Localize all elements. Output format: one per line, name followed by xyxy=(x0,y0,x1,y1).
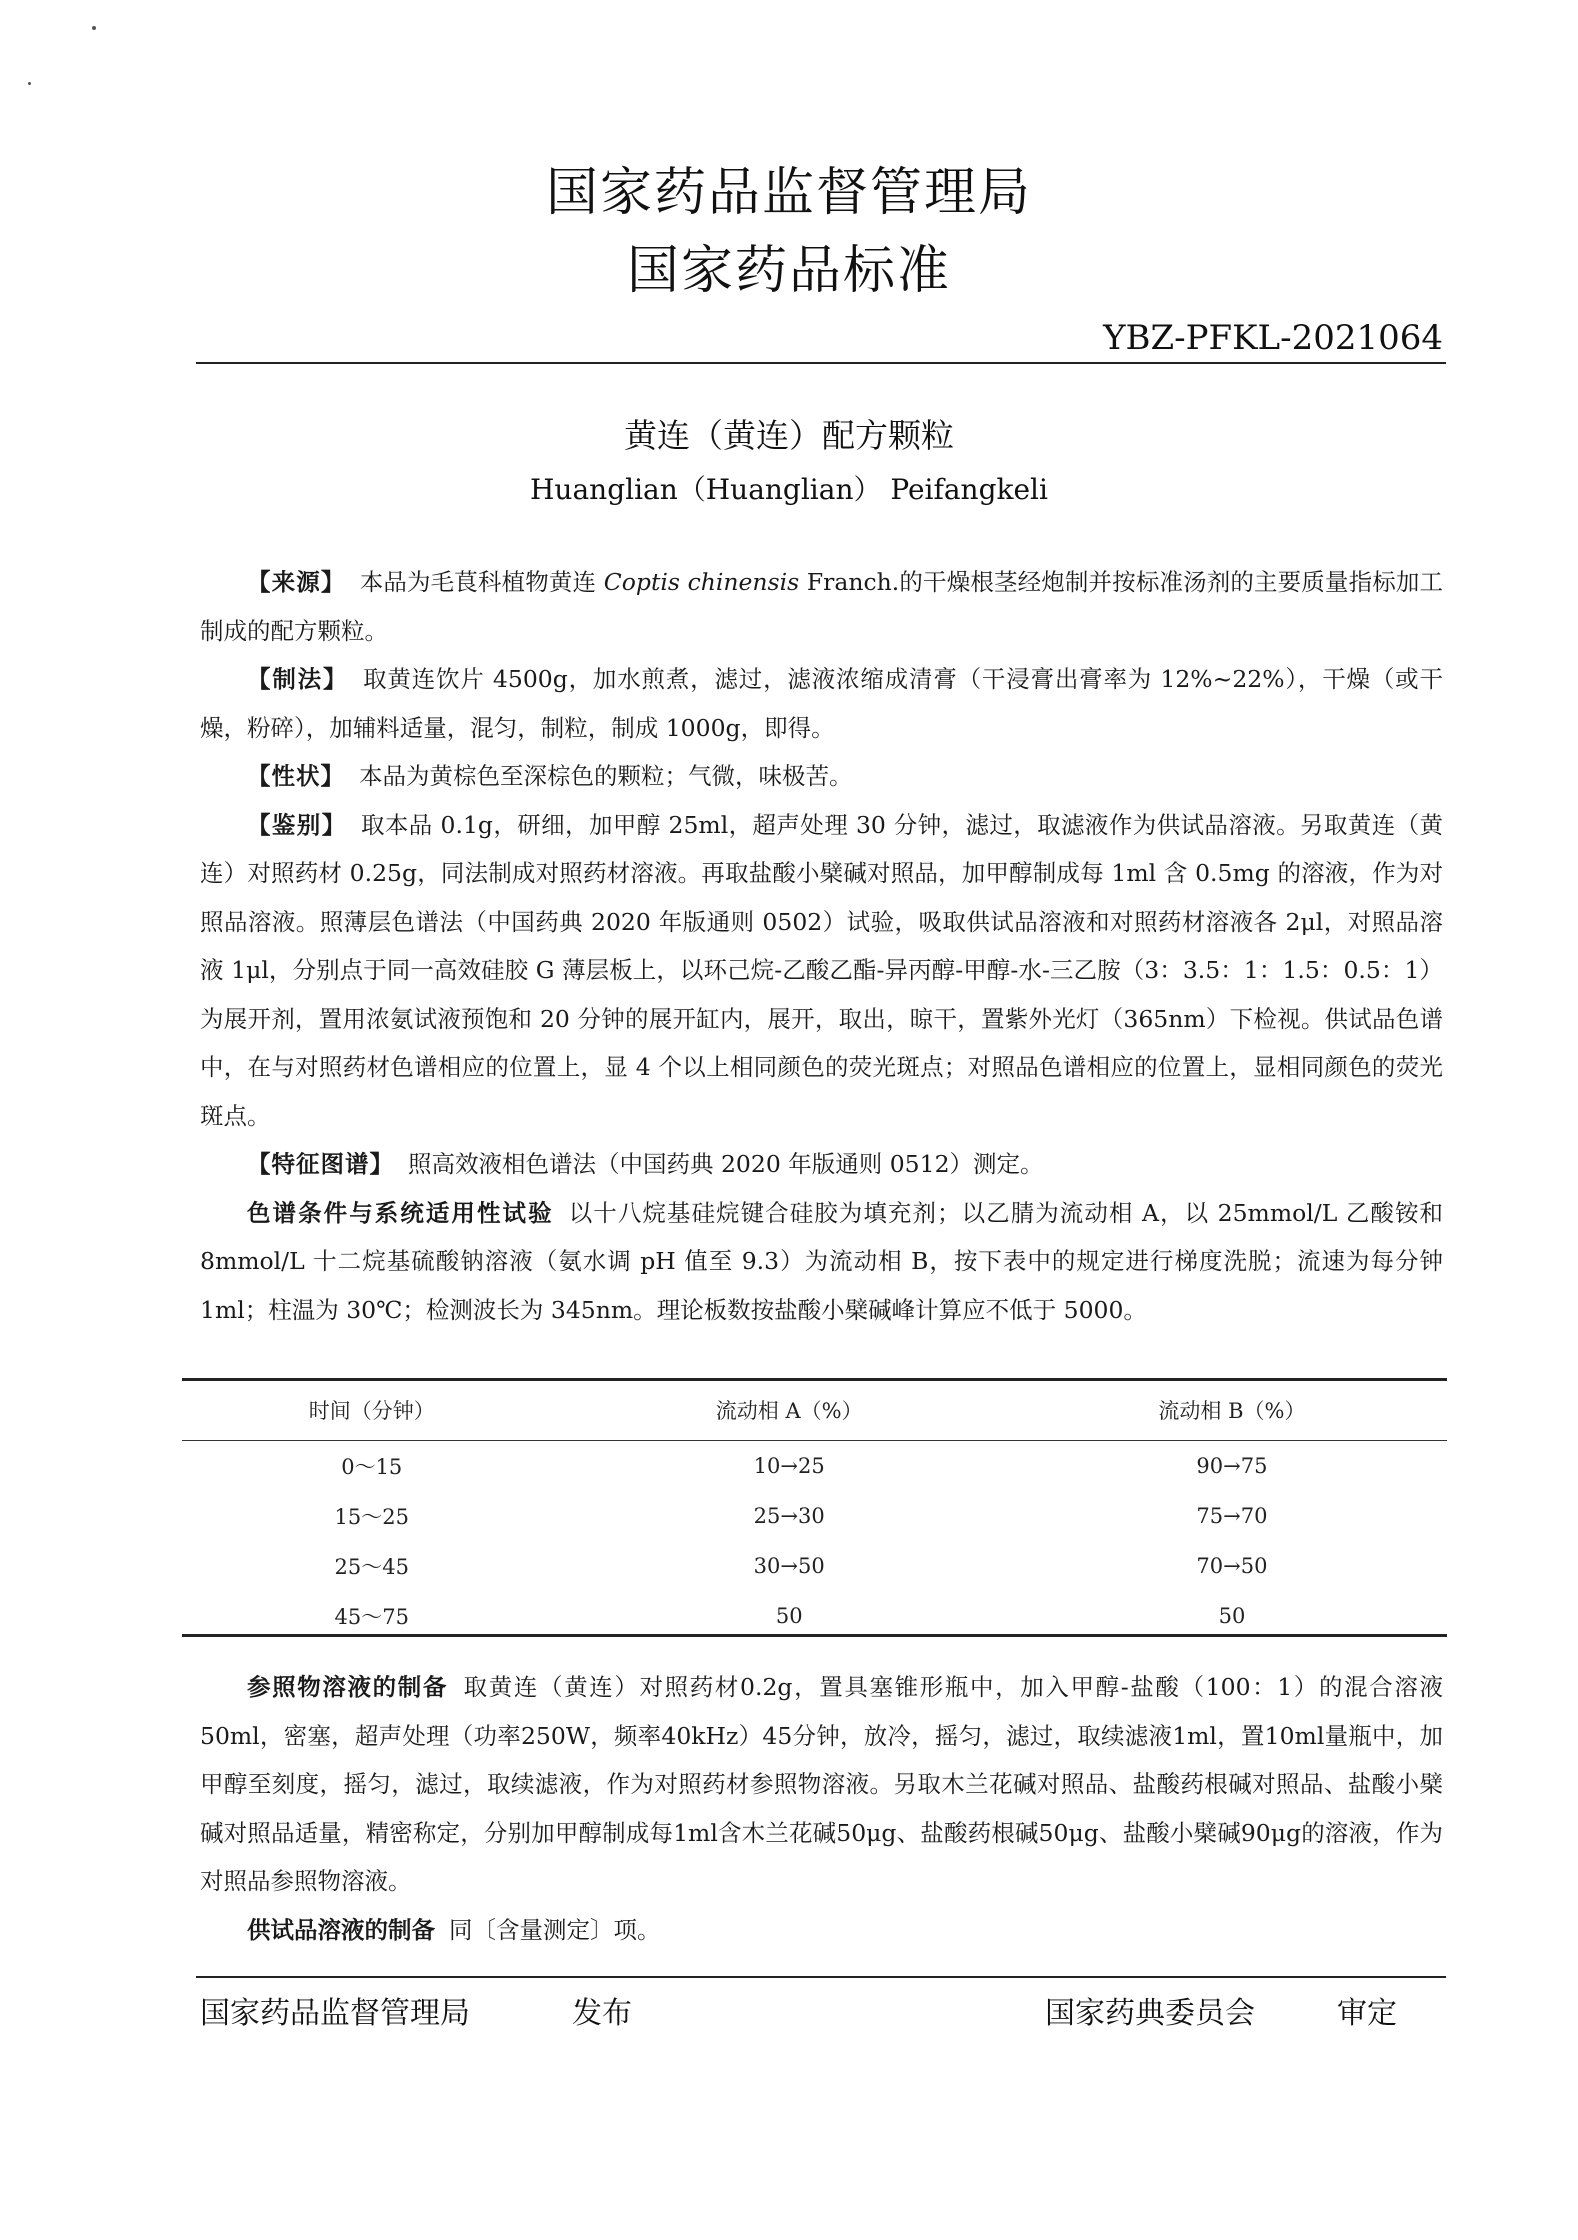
subsection-label: 参照物溶液的制备 xyxy=(247,1673,449,1701)
source-paragraph: 【来源】 本品为毛茛科植物黄连 Coptis chinensis Franch.的干燥根茎经炮制并按标准汤剂的主要质量指标加工制成的配方颗粒。 xyxy=(200,568,1444,645)
table-cell: 25～45 xyxy=(334,1555,409,1579)
table-cell: 15～25 xyxy=(334,1505,409,1529)
footer-reviewer: 国家药典委员会 xyxy=(1045,1996,1255,2031)
table-header-cell: 流动相 A（%） xyxy=(562,1380,1017,1441)
identification-paragraph: 【鉴别】 取本品 0.1g，研细，加甲醇 25ml，超声处理 30 分钟，滤过，取滤液作为供试品溶液。另取黄连（黄连）对照药材 0.25g，同法制成对照药材溶液。再取盐酸小檗碱对照品，加甲醇制成每 1ml 含 0.5mg 的溶液，作为对照品溶液。照薄层色谱法（中国药典 2020 年版通则 0502）试验，吸取供试品溶液和对照药材溶液各 2μl，对照品溶液 1μl，分别点于同一高效硅胶 G 薄层板上，以环己烷-乙酸乙酯-异丙醇-甲醇-水-三乙胺（3：3.5：1：1.5：0.5：1）为展开剂，置用浓氨试液预饱和 20 分钟的展开缸内，展开，取出，晾干，置紫外光灯（365nm）下检视。供试品色谱中，在与对照药材色谱相应的位置上，显 4 个以上相同颜色的荧光斑点；对照品色谱相应的位置上，显相同颜色的荧光斑点。 xyxy=(200,810,1443,1130)
monograph-body-continued xyxy=(200,1663,1443,1954)
section-label: 【特征图谱】 xyxy=(247,1150,394,1178)
table-cell: 45～75 xyxy=(334,1605,409,1629)
table-cell: 75→70 xyxy=(1196,1504,1268,1528)
table-cell: 10→25 xyxy=(753,1454,825,1478)
character-paragraph: 【性状】 本品为黄棕色至深棕色的颗粒；气微，味极苦。 xyxy=(247,762,853,790)
method-paragraph: 【制法】 取黄连饮片 4500g，加水煎煮，滤过，滤液浓缩成清膏（干浸膏出膏率为 12%~22%），干燥（或干燥，粉碎），加辅料适量，混匀，制粒，制成 1000g，即得。 xyxy=(200,665,1444,742)
section-label: 【鉴别】 xyxy=(247,810,347,839)
table-header-cell: 时间（分钟） xyxy=(182,1380,562,1441)
scan-speck xyxy=(28,82,31,85)
monograph-body xyxy=(200,558,1443,1334)
table-cell: 70→50 xyxy=(1196,1554,1268,1578)
table-bottom-rule xyxy=(182,1634,1447,1637)
agency-title: 国家药品监督管理局 xyxy=(545,163,1032,223)
section-label: 【来源】 xyxy=(247,568,346,596)
header-divider xyxy=(196,362,1446,364)
table-cell: 90→75 xyxy=(1196,1454,1268,1478)
table-row xyxy=(182,1441,1447,1492)
table-header-row xyxy=(182,1380,1447,1441)
latin-name: Coptis chinensis xyxy=(603,568,800,596)
section-label: 【制法】 xyxy=(247,665,349,693)
fingerprint-paragraph: 【特征图谱】 照高效液相色谱法（中国药典 2020 年版通则 0512）测定。 xyxy=(247,1150,1044,1178)
footer-publish-label: 发布 xyxy=(572,1996,632,2031)
section-label: 【性状】 xyxy=(247,762,345,790)
scan-speck xyxy=(92,26,96,30)
sample-paragraph: 供试品溶液的制备 同〔含量测定〕项。 xyxy=(247,1915,661,1944)
table-cell: 25→30 xyxy=(753,1504,825,1528)
footer-review-label: 审定 xyxy=(1337,1996,1397,2031)
table-cell: 50 xyxy=(775,1604,803,1628)
chromatography-paragraph: 色谱条件与系统适用性试验 以十八烷基硅烷键合硅胶为填充剂；以乙腈为流动相 A，以 25mmol/L 乙酸铵和 8mmol/L 十二烷基硫酸钠溶液（氨水调 pH 值至 9.3）为流动相 B，按下表中的规定进行梯度洗脱；流速为每分钟 1ml；柱温为 30℃；检测波长为 345nm。理论板数按盐酸小檗碱峰计算应不低于 5000。 xyxy=(200,1198,1443,1324)
table-row xyxy=(182,1541,1447,1591)
product-pinyin: Huanglian（Huanglian） Peifangkeli xyxy=(530,473,1048,506)
gradient-table xyxy=(182,1380,1447,1641)
table-header-cell: 流动相 B（%） xyxy=(1017,1380,1447,1441)
product-title: 黄连（黄连）配方颗粒 xyxy=(624,416,954,455)
subsection-label: 供试品溶液的制备 xyxy=(247,1915,435,1944)
footer-divider xyxy=(196,1976,1446,1978)
standard-title: 国家药品标准 xyxy=(626,241,951,301)
subsection-label: 色谱条件与系统适用性试验 xyxy=(247,1198,554,1227)
table-cell: 0～15 xyxy=(341,1455,403,1479)
table-cell: 30→50 xyxy=(753,1554,825,1578)
standard-code: YBZ-PFKL-2021064 xyxy=(1103,318,1443,358)
table-row xyxy=(182,1491,1447,1541)
table-cell: 50 xyxy=(1218,1604,1246,1628)
reference-paragraph: 参照物溶液的制备 取黄连（黄连）对照药材0.2g，置具塞锥形瓶中，加入甲醇-盐酸（100：1）的混合溶液50ml，密塞，超声处理（功率250W，频率40kHz）45分钟，放冷，摇匀，滤过，取续滤液1ml，置10ml量瓶中，加甲醇至刻度，摇匀，滤过，取续滤液，作为对照药材参照物溶液。另取木兰花碱对照品、盐酸药根碱对照品、盐酸小檗碱对照品适量，精密称定，分别加甲醇制成每1ml含木兰花碱50μg、盐酸药根碱50μg、盐酸小檗碱90μg的溶液，作为对照品参照物溶液。 xyxy=(200,1673,1443,1895)
footer-publisher: 国家药品监督管理局 xyxy=(200,1996,470,2031)
